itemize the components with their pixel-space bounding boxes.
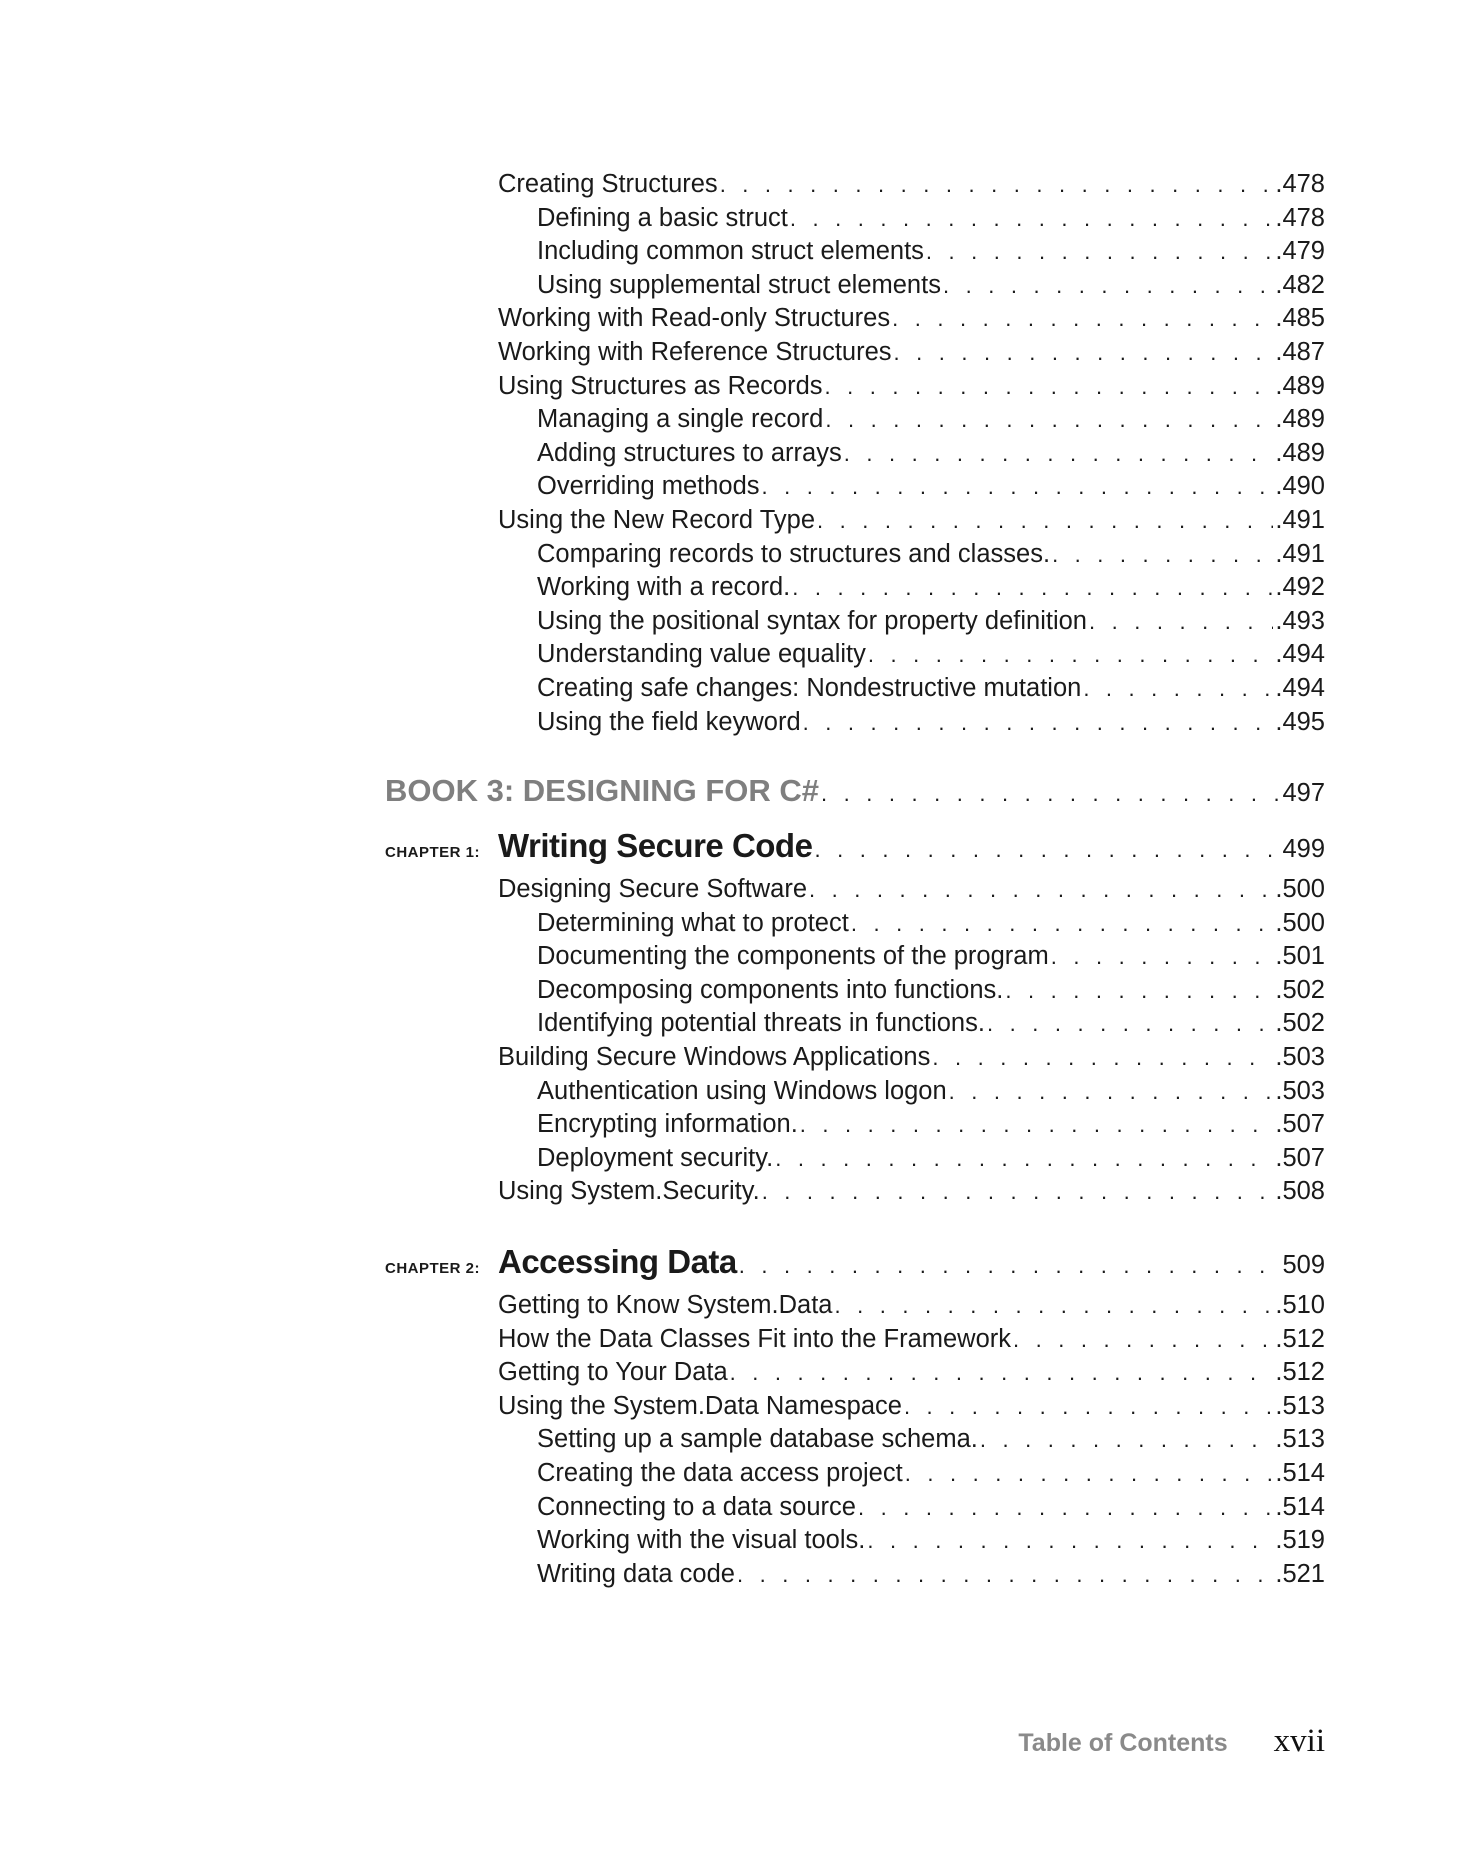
dot-leader <box>790 202 1273 236</box>
toc-entry-page-number: .513 <box>1275 1391 1325 1420</box>
dot-leader <box>894 336 1274 370</box>
dot-leader <box>858 1491 1273 1525</box>
toc-entry-title: Using the positional syntax for property definition <box>537 605 1089 639</box>
dot-leader <box>825 370 1274 404</box>
toc-entry[interactable] <box>385 1142 1325 1176</box>
dot-leader <box>905 1457 1274 1491</box>
toc-entry[interactable] <box>385 302 1325 336</box>
toc-entry-page-number: .489 <box>1275 371 1325 400</box>
toc-entry-title: Adding structures to arrays <box>537 437 844 471</box>
toc-entry-page-number: .502 <box>1275 1009 1325 1038</box>
toc-entry-page-number: .487 <box>1275 337 1325 366</box>
toc-entry-title: Including common struct elements <box>537 235 926 269</box>
toc-entry[interactable] <box>385 168 1325 202</box>
toc-entry-page-number: .503 <box>1275 1043 1325 1072</box>
toc-entry-title: Working with the visual tools. <box>537 1524 867 1558</box>
toc-entry-page-number: .489 <box>1275 438 1325 467</box>
toc-entry[interactable] <box>385 538 1325 572</box>
dot-leader <box>851 907 1274 941</box>
chapter-2-heading[interactable] <box>385 1235 1325 1289</box>
toc-entry[interactable] <box>385 269 1325 303</box>
toc-entry[interactable] <box>385 336 1325 370</box>
toc-entry[interactable] <box>385 437 1325 471</box>
dot-leader <box>892 302 1273 336</box>
toc-entry-page-number: .490 <box>1275 472 1325 501</box>
toc-entry-page-number: .500 <box>1275 875 1325 904</box>
dot-leader <box>809 873 1273 907</box>
dot-leader <box>762 1175 1274 1209</box>
toc-entry-page-number: .495 <box>1275 707 1325 736</box>
toc-entry-title: Creating the data access project <box>537 1457 905 1491</box>
dot-leader <box>803 706 1274 740</box>
toc-entry[interactable] <box>385 235 1325 269</box>
toc-entry-title: Working with a record. <box>537 571 792 605</box>
toc-entry-title: Understanding value equality <box>537 638 868 672</box>
toc-entry-page-number: .507 <box>1275 1110 1325 1139</box>
dot-leader <box>821 772 1280 816</box>
toc-entry-title: Creating safe changes: Nondestructive mutation <box>537 672 1083 706</box>
toc-entry-title: Working with Reference Structures <box>498 336 894 370</box>
toc-entry-page-number: .479 <box>1275 237 1325 266</box>
toc-entry-title: Managing a single record <box>537 403 825 437</box>
book-title: BOOK 3: DESIGNING FOR C# <box>385 769 821 813</box>
toc-entry[interactable] <box>385 907 1325 941</box>
toc-entry[interactable] <box>385 672 1325 706</box>
dot-leader <box>1052 538 1273 572</box>
toc-entry-title: Decomposing components into functions. <box>537 974 1005 1008</box>
dot-leader <box>762 470 1274 504</box>
toc-entry-title: Getting to Know System.Data <box>498 1289 835 1323</box>
page-footer <box>1018 1723 1325 1760</box>
running-footer-title: Table of Contents <box>1018 1729 1228 1757</box>
toc-entry-page-number: .489 <box>1275 405 1325 434</box>
toc-entry-title: Deployment security. <box>537 1142 775 1176</box>
toc-entry[interactable] <box>385 940 1325 974</box>
toc-entry-title: Using the field keyword <box>537 706 803 740</box>
toc-entry[interactable] <box>385 706 1325 740</box>
dot-leader <box>1005 974 1273 1008</box>
toc-entry-page-number: .508 <box>1275 1177 1325 1206</box>
dot-leader <box>949 1075 1274 1109</box>
dot-leader <box>867 1524 1273 1558</box>
toc-entry[interactable] <box>385 571 1325 605</box>
toc-entry-page-number: .514 <box>1275 1492 1325 1521</box>
toc-entry-title: Using the New Record Type <box>498 504 817 538</box>
chapter-label: CHAPTER 1: <box>385 844 481 862</box>
toc-entry-title: Determining what to protect <box>537 907 851 941</box>
toc-entry[interactable] <box>385 1356 1325 1390</box>
toc-entry-title: Getting to Your Data <box>498 1356 730 1390</box>
toc-entry[interactable] <box>385 1423 1325 1457</box>
dot-leader <box>868 638 1273 672</box>
toc-entry-page-number: .500 <box>1275 908 1325 937</box>
toc-entry[interactable] <box>385 1289 1325 1323</box>
toc-entry-page-number: .492 <box>1275 573 1325 602</box>
chapter-1-entries <box>385 873 1325 1209</box>
toc-entry-page-number: .512 <box>1275 1324 1325 1353</box>
chapter-title: Writing Secure Code <box>498 819 814 873</box>
toc-entry-page-number: .502 <box>1275 975 1325 1004</box>
toc-entry-title: Building Secure Windows Applications <box>498 1041 932 1075</box>
toc-entry-title: Writing data code <box>537 1558 737 1592</box>
toc-entry[interactable] <box>385 504 1325 538</box>
toc-entry[interactable] <box>385 470 1325 504</box>
toc-entry[interactable] <box>385 370 1325 404</box>
dot-leader <box>737 1558 1273 1592</box>
toc-entry-page-number: .485 <box>1275 304 1325 333</box>
toc-entry-page-number: .494 <box>1275 673 1325 702</box>
toc-entry-page-number: .507 <box>1275 1143 1325 1172</box>
dot-leader <box>844 437 1274 471</box>
dot-leader <box>980 1423 1274 1457</box>
toc-entry-page-number: .513 <box>1275 1425 1325 1454</box>
table-of-contents <box>385 168 1325 1591</box>
dot-leader <box>904 1390 1273 1424</box>
toc-entry-page-number: .478 <box>1275 170 1325 198</box>
toc-entry-page-number: .512 <box>1275 1358 1325 1387</box>
dot-leader <box>987 1007 1273 1041</box>
toc-entry-page-number: .491 <box>1275 505 1325 534</box>
toc-entry[interactable] <box>385 974 1325 1008</box>
toc-entry-page-number: .482 <box>1275 270 1325 299</box>
toc-entry-title: Defining a basic struct <box>537 202 790 236</box>
dot-leader <box>1013 1323 1273 1357</box>
dot-leader <box>720 168 1274 202</box>
toc-entry[interactable] <box>385 605 1325 639</box>
dot-leader <box>814 823 1280 877</box>
chapter-2-entries <box>385 1289 1325 1591</box>
toc-entry-page-number: .491 <box>1275 539 1325 568</box>
dot-leader <box>817 504 1273 538</box>
toc-entry-title: Designing Secure Software <box>498 873 809 907</box>
dot-leader <box>932 1041 1273 1075</box>
dot-leader <box>730 1356 1274 1390</box>
toc-entry-title: Documenting the components of the program <box>537 940 1051 974</box>
toc-entry-title: Creating Structures <box>498 168 720 202</box>
toc-entry-page-number: .494 <box>1275 640 1325 669</box>
toc-section-structures <box>385 168 1325 739</box>
toc-entry-page-number: .501 <box>1275 942 1325 971</box>
page-number: xvii <box>1273 1723 1325 1759</box>
toc-entry-page-number: .510 <box>1275 1291 1325 1320</box>
toc-entry-title: Authentication using Windows logon <box>537 1075 949 1109</box>
dot-leader <box>835 1289 1274 1323</box>
toc-entry-page-number: .519 <box>1275 1526 1325 1555</box>
toc-entry-title: Setting up a sample database schema. <box>537 1423 980 1457</box>
toc-entry-title: Using System.Security. <box>498 1175 762 1209</box>
dot-leader <box>1083 672 1273 706</box>
dot-leader <box>775 1142 1273 1176</box>
toc-entry[interactable] <box>385 1558 1325 1592</box>
chapter-1-heading[interactable] <box>385 819 1325 873</box>
book-heading[interactable] <box>385 769 1325 813</box>
toc-entry[interactable] <box>385 1524 1325 1558</box>
toc-entry[interactable] <box>385 873 1325 907</box>
dot-leader <box>1089 605 1273 639</box>
toc-entry[interactable] <box>385 1457 1325 1491</box>
toc-entry[interactable] <box>385 1390 1325 1424</box>
dot-leader <box>926 235 1273 269</box>
chapter-label: CHAPTER 2: <box>385 1260 481 1278</box>
toc-entry[interactable] <box>385 1075 1325 1109</box>
toc-entry[interactable] <box>385 1323 1325 1357</box>
chapter-page-number: 509 <box>1282 1251 1325 1280</box>
book-page-number: 497 <box>1282 779 1325 808</box>
toc-entry[interactable] <box>385 1108 1325 1142</box>
toc-entry[interactable] <box>385 1007 1325 1041</box>
chapter-page-number: 499 <box>1282 835 1325 864</box>
toc-entry-title: How the Data Classes Fit into the Framework <box>498 1323 1013 1357</box>
toc-entry-page-number: .478 <box>1275 203 1325 232</box>
toc-entry-title: Working with Read-only Structures <box>498 302 892 336</box>
toc-entry-page-number: .514 <box>1275 1459 1325 1487</box>
dot-leader <box>825 403 1273 437</box>
dot-leader <box>792 571 1273 605</box>
toc-entry-page-number: .521 <box>1275 1559 1325 1588</box>
toc-entry-page-number: .493 <box>1275 606 1325 635</box>
toc-entry-title: Using Structures as Records <box>498 370 825 404</box>
toc-entry[interactable] <box>385 403 1325 437</box>
dot-leader <box>800 1108 1274 1142</box>
toc-entry-title: Encrypting information. <box>537 1108 800 1142</box>
dot-leader <box>739 1239 1281 1293</box>
toc-entry[interactable] <box>385 202 1325 236</box>
toc-entry[interactable] <box>385 1491 1325 1525</box>
toc-entry-title: Using supplemental struct elements <box>537 269 943 303</box>
dot-leader <box>1051 940 1274 974</box>
toc-entry[interactable] <box>385 1175 1325 1209</box>
toc-entry-title: Identifying potential threats in functions. <box>537 1007 987 1041</box>
toc-entry[interactable] <box>385 638 1325 672</box>
toc-entry[interactable] <box>385 1041 1325 1075</box>
toc-entry-page-number: .503 <box>1275 1076 1325 1105</box>
chapter-title: Accessing Data <box>498 1235 739 1289</box>
dot-leader <box>943 269 1273 303</box>
toc-entry-title: Comparing records to structures and classes. <box>537 538 1052 572</box>
toc-entry-title: Using the System.Data Namespace <box>498 1390 904 1424</box>
toc-entry-title: Connecting to a data source <box>537 1491 858 1525</box>
toc-entry-title: Overriding methods <box>537 470 762 504</box>
